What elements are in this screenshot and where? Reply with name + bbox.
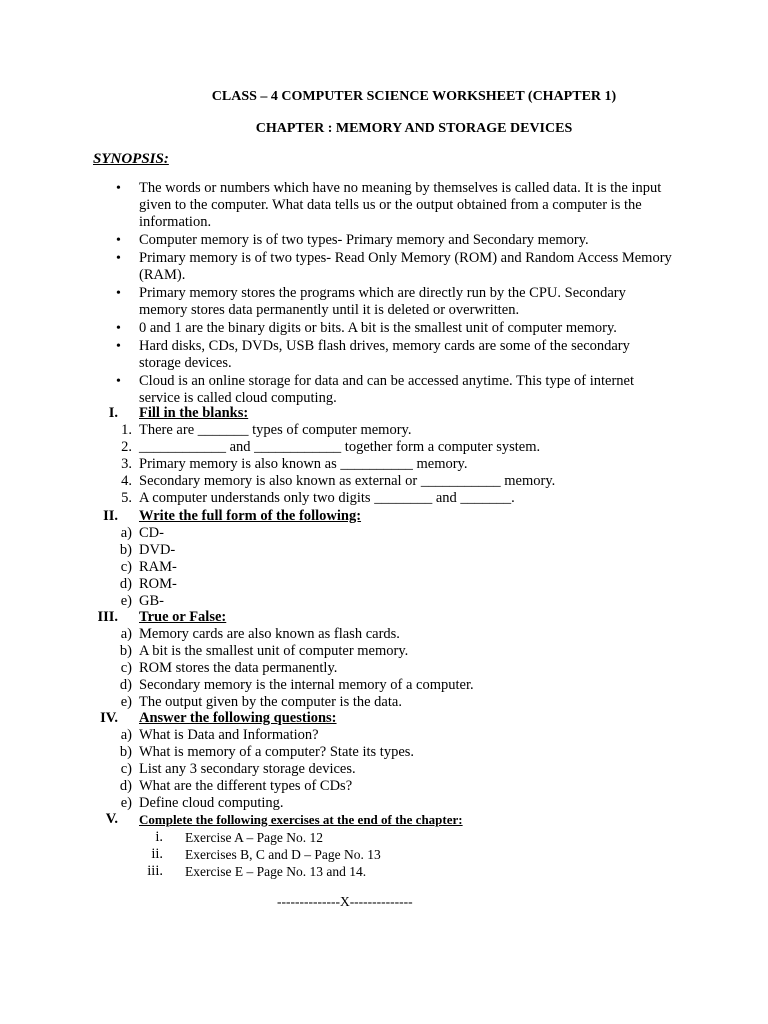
item-text: Exercises B, C and D – Page No. 13 [185, 847, 381, 862]
item-marker: c) [120, 761, 132, 777]
item-marker: b) [119, 542, 132, 558]
synopsis-heading: SYNOPSIS: [93, 151, 169, 167]
item-text: ____________ and ____________ together form a computer system. [139, 439, 541, 455]
item-marker: 2. [121, 439, 132, 455]
list-item [0, 795, 768, 812]
item-text: ROM- [139, 576, 177, 592]
item-text: GB- [139, 593, 164, 609]
list-item [0, 456, 768, 473]
section-answer-questions [0, 710, 768, 812]
synopsis-item: • Cloud is an online storage for data and can be accessed anytime. This type of internet service is called cloud computing. [0, 373, 768, 407]
list-item [0, 593, 768, 610]
list-item [0, 761, 768, 778]
list-item [0, 559, 768, 576]
list-item [0, 439, 768, 456]
chapter-title: CHAPTER : MEMORY AND STORAGE DEVICES [255, 121, 573, 136]
end-marker: --------------X-------------- [277, 894, 413, 909]
item-marker: d) [119, 778, 132, 794]
question-list [0, 525, 768, 610]
synopsis-item: • 0 and 1 are the binary digits or bits. A bit is the smallest unit of computer memory. [0, 320, 768, 337]
item-marker: b) [119, 744, 132, 760]
item-marker: e) [120, 593, 132, 609]
question-list [0, 422, 768, 507]
section-heading [0, 405, 768, 422]
item-text: RAM- [139, 559, 177, 575]
section-heading [0, 811, 768, 828]
section-exercises [0, 811, 768, 880]
item-text: A computer understands only two digits ________ and _______. [139, 490, 515, 506]
item-text: List any 3 secondary storage devices. [139, 761, 356, 777]
item-marker: d) [119, 576, 132, 592]
section-title: Fill in the blanks: [139, 405, 249, 421]
list-item [0, 863, 768, 880]
worksheet-title: CLASS – 4 COMPUTER SCIENCE WORKSHEET (CHAPTER 1) [211, 89, 617, 104]
item-marker: a) [120, 727, 132, 743]
section-title: Write the full form of the following: [139, 508, 362, 524]
item-marker: d) [119, 677, 132, 693]
list-item [0, 473, 768, 490]
item-marker: e) [120, 795, 132, 811]
item-text: The output given by the computer is the data. [139, 694, 402, 710]
item-marker: 1. [121, 422, 132, 438]
list-item [0, 643, 768, 660]
question-list [0, 626, 768, 711]
item-marker: iii. [147, 863, 163, 879]
item-text: What are the different types of CDs? [139, 778, 353, 794]
item-marker: 5. [121, 490, 132, 506]
section-title: Answer the following questions: [139, 710, 337, 726]
synopsis-item: • Primary memory is of two types- Read Only Memory (ROM) and Random Access Memory (RAM). [0, 250, 768, 284]
section-number: II. [103, 508, 118, 524]
synopsis-item: • Primary memory stores the programs which are directly run by the CPU. Secondary memory stores data permanently until it is deleted or overwritten. [0, 285, 768, 319]
item-text: Primary memory is also known as __________ memory. [139, 456, 468, 472]
synopsis-item: • Computer memory is of two types- Primary memory and Secondary memory. [0, 232, 768, 249]
item-text: Exercise E – Page No. 13 and 14. [185, 864, 367, 879]
section-true-false [0, 609, 768, 711]
item-text: There are _______ types of computer memory. [139, 422, 412, 438]
item-text: Secondary memory is also known as external or ___________ memory. [139, 473, 556, 489]
section-fill-blanks [0, 405, 768, 507]
list-item [0, 576, 768, 593]
section-heading [0, 710, 768, 727]
question-list [0, 727, 768, 812]
section-title: True or False: [139, 609, 227, 625]
list-item [0, 422, 768, 439]
item-text: What is Data and Information? [139, 727, 319, 743]
list-item [0, 542, 768, 559]
list-item [0, 727, 768, 744]
section-number: IV. [100, 710, 118, 726]
item-text: DVD- [139, 542, 176, 558]
item-marker: ii. [151, 846, 163, 862]
list-item [0, 778, 768, 795]
list-item [0, 677, 768, 694]
section-heading [0, 508, 768, 525]
section-heading [0, 609, 768, 626]
item-marker: 3. [121, 456, 132, 472]
synopsis-item: • Hard disks, CDs, DVDs, USB flash drives, memory cards are some of the secondary storage devices. [0, 338, 768, 372]
synopsis-item: • The words or numbers which have no meaning by themselves is called data. It is the input given to the computer. What data tells us or the output obtained from a computer is the information. [0, 180, 768, 231]
list-item [0, 525, 768, 542]
item-text: What is memory of a computer? State its types. [139, 744, 415, 760]
list-item [0, 744, 768, 761]
list-item [0, 694, 768, 711]
section-full-forms [0, 508, 768, 610]
section-number: III. [97, 609, 118, 625]
item-marker: i. [155, 829, 163, 845]
list-item [0, 829, 768, 846]
item-marker: c) [120, 559, 132, 575]
section-number: I. [108, 405, 118, 421]
list-item [0, 660, 768, 677]
item-text: Define cloud computing. [139, 795, 284, 811]
item-marker: a) [120, 525, 132, 541]
item-text: Exercise A – Page No. 12 [185, 830, 323, 845]
item-text: Secondary memory is the internal memory of a computer. [139, 677, 474, 693]
item-marker: 4. [121, 473, 132, 489]
list-item [0, 490, 768, 507]
item-text: CD- [139, 525, 164, 541]
item-text: Memory cards are also known as flash cards. [139, 626, 400, 642]
section-title: Complete the following exercises at the end of the chapter: [139, 812, 463, 827]
item-marker: c) [120, 660, 132, 676]
section-number: V. [105, 811, 118, 827]
item-marker: b) [119, 643, 132, 659]
list-item [0, 846, 768, 863]
item-text: ROM stores the data permanently. [139, 660, 338, 676]
list-item [0, 626, 768, 643]
synopsis-list [0, 180, 768, 408]
item-marker: a) [120, 626, 132, 642]
item-marker: e) [120, 694, 132, 710]
item-text: A bit is the smallest unit of computer memory. [139, 643, 409, 659]
exercise-list [0, 829, 768, 880]
